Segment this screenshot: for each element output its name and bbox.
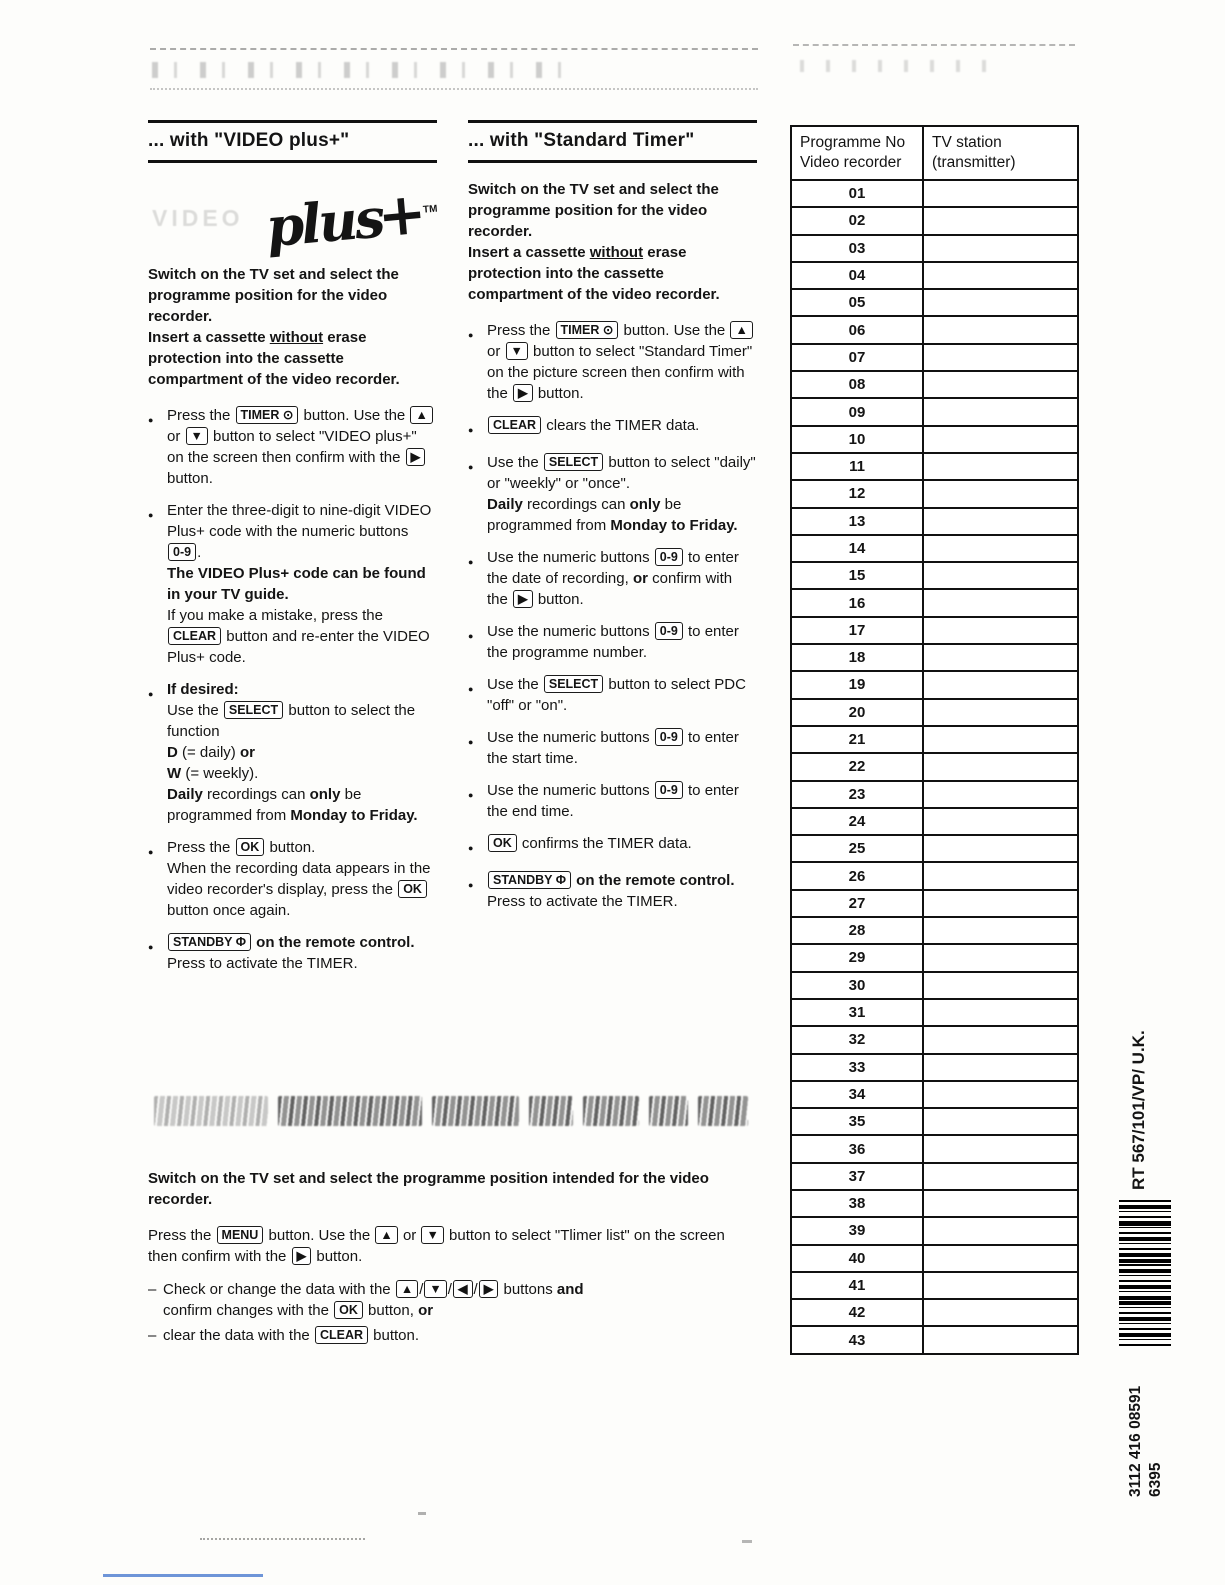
logo-plus-script [263,178,440,260]
programme-number-cell: 38 [791,1190,923,1217]
list-marker: – [148,1281,157,1298]
list-item-text: Press the TIMER ⊙ button. Use the ▲ or ▼ button to select "Standard Timer" on the picture screen then confirm with the ▶ button. [487,322,753,402]
programme-number-cell: 33 [791,1054,923,1081]
list-item-text: Use the numeric buttons 0-9 to enter the date of recording, or confirm with the ▶ button. [487,549,739,608]
programme-number-cell: 39 [791,1217,923,1244]
tv-station-cell [923,1190,1078,1217]
bold-text: only [629,496,661,513]
video-plus-intro [148,264,437,390]
timer-list-instructions: Press the MENU button. Use the ▲ or ▼ button to select "Tlimer list" on the screen then confirm with the ▶ button. [148,1227,725,1265]
list-item-text: Use the SELECT button to select PDC "off" or "on". [487,676,746,714]
keycap-button-label: TIMER ⊙ [236,406,299,424]
tv-station-cell [923,917,1078,944]
table-row [791,1299,1078,1326]
programme-number-cell: 28 [791,917,923,944]
table-row [791,1190,1078,1217]
programme-number-cell: 15 [791,562,923,589]
list-marker: ● [468,790,474,800]
tv-station-cell [923,1272,1078,1299]
list-marker: ● [468,330,474,340]
list-item-text: STANDBY Φ on the remote control. Press to activate the TIMER. [487,872,735,910]
programme-number-cell: 23 [791,781,923,808]
barcode [1119,1200,1171,1346]
table-row [791,753,1078,780]
keycap-button-label: ▼ [424,1280,446,1298]
list-marker: ● [468,684,474,694]
tv-station-cell [923,944,1078,971]
bold-text: erase protection into the cassette compartment of the video recorder. [148,329,400,388]
list-item-text: Use the SELECT button to select "daily" or "weekly" or "once". Daily recordings can only be programmed from Monday to Friday. [487,454,756,534]
tv-station-cell [923,617,1078,644]
standard-timer-steps [468,320,757,912]
table-row [791,1135,1078,1162]
programme-number-cell: 10 [791,426,923,453]
tv-station-cell [923,1217,1078,1244]
list-item-text: Use the numeric buttons 0-9 to enter the programme number. [487,623,739,661]
programme-number-cell: 32 [791,1026,923,1053]
tv-station-cell [923,398,1078,425]
bold-text: only [309,786,341,803]
tv-station-cell [923,1326,1078,1353]
keycap-button-label: ▶ [406,448,426,466]
underlined-text: without [589,244,644,261]
table-row [791,1081,1078,1108]
programme-table [790,125,1079,1355]
scan-artifact [200,1538,365,1540]
programme-number-cell: 11 [791,453,923,480]
programme-number-cell: 12 [791,480,923,507]
programme-no-header [791,126,923,180]
list-marker: ● [468,462,474,472]
list-marker: ● [468,557,474,567]
tv-station-cell [923,753,1078,780]
bold-text: or [632,570,648,587]
table-row [791,1217,1078,1244]
keycap-button-label: ▲ [410,406,432,424]
programme-table-body [791,180,1078,1354]
list-item [468,415,757,441]
standard-timer-heading [468,120,757,163]
keycap-button-label: CLEAR [315,1326,368,1344]
bold-text: Monday to Friday. [290,807,418,824]
table-row [791,862,1078,889]
tv-station-cell [923,1163,1078,1190]
list-item [468,833,757,859]
tv-station-cell [923,289,1078,316]
scan-artifact [742,1540,752,1543]
list-marker: ● [148,689,154,699]
programme-number-cell: 16 [791,589,923,616]
bold-text: W [167,765,182,782]
scan-artifact [150,88,758,90]
table-row [791,589,1078,616]
bold-text: Switch on the TV set and select the programme position for the video recorder. [468,181,719,240]
table-row [791,644,1078,671]
keycap-button-label: MENU [217,1226,264,1244]
keycap-button-label: ▼ [186,427,208,445]
tv-station-cell [923,589,1078,616]
list-item [468,727,757,769]
list-item [148,500,437,668]
scan-artifact [432,1096,519,1126]
keycap-button-label: SELECT [224,701,283,719]
table-row [791,453,1078,480]
keycap-button-label: 0-9 [655,622,683,640]
bold-text: Insert a cassette [148,329,270,346]
section-timer-list [148,1086,754,1350]
tv-station-cell [923,1245,1078,1272]
tv-station-cell [923,535,1078,562]
table-row [791,999,1078,1026]
list-item [468,621,757,663]
programme-number-cell: 21 [791,726,923,753]
list-item-text: clear the data with the CLEAR button. [163,1327,420,1344]
table-row [791,289,1078,316]
table-row [791,207,1078,234]
programme-no-header-line1: Programme No [800,134,906,151]
list-marker: ● [148,942,154,952]
programme-number-cell: 42 [791,1299,923,1326]
scan-artifact [800,60,1000,72]
table-row [791,180,1078,207]
tv-station-cell [923,808,1078,835]
keycap-button-label: CLEAR [168,627,221,645]
tv-station-cell [923,1108,1078,1135]
tv-station-cell [923,1054,1078,1081]
logo-trademark: TM [422,203,438,216]
video-plus-logo [148,169,438,260]
section-standard-timer [468,120,757,923]
programme-table-header-row [791,126,1078,180]
keycap-button-label: OK [488,834,517,852]
tv-station-cell [923,1135,1078,1162]
bold-text: Switch on the TV set and select the programme position intended for the video recorder. [148,1170,709,1208]
table-row [791,371,1078,398]
tv-station-cell [923,835,1078,862]
tv-station-cell [923,316,1078,343]
table-row [791,1245,1078,1272]
programme-no-header-line2: Video recorder [800,154,902,171]
list-marker: ● [468,425,474,435]
scan-artifact [418,1512,426,1515]
programme-number-cell: 41 [791,1272,923,1299]
tv-station-cell [923,262,1078,289]
tv-station-header-line1: TV station [932,134,1002,151]
keycap-button-label: 0-9 [655,728,683,746]
bold-text: Monday to Friday. [610,517,738,534]
tv-station-header [923,126,1078,180]
list-item [468,780,757,822]
bold-text: Switch on the TV set and select the programme position for the video recorder. [148,266,399,325]
table-row [791,1108,1078,1135]
programme-number-cell: 03 [791,235,923,262]
tv-station-cell [923,235,1078,262]
bold-text: or [418,1302,434,1319]
barcode-number-line1: 3112 416 08591 [1127,1385,1144,1497]
list-marker: ● [468,737,474,747]
table-row [791,1326,1078,1353]
list-marker: ● [148,847,154,857]
tv-station-cell [923,999,1078,1026]
table-row [791,262,1078,289]
list-item-text: CLEAR clears the TIMER data. [487,415,757,441]
list-item [468,452,757,536]
keycap-button-label: ▼ [421,1226,443,1244]
programme-number-cell: 37 [791,1163,923,1190]
scan-artifact [154,1096,268,1126]
programme-number-cell: 40 [791,1245,923,1272]
tv-station-cell [923,480,1078,507]
table-row [791,944,1078,971]
keycap-button-label: ▲ [375,1226,397,1244]
list-item [468,870,757,912]
programme-number-cell: 07 [791,344,923,371]
list-item-text: STANDBY Φ on the remote control. Press to activate the TIMER. [167,934,415,972]
list-marker: ● [148,510,154,520]
table-row [791,1026,1078,1053]
table-row [791,617,1078,644]
programme-number-cell: 02 [791,207,923,234]
programme-number-cell: 22 [791,753,923,780]
list-item [148,837,437,921]
keycap-button-label: 0-9 [168,543,196,561]
underlined-text: without [269,329,324,346]
video-plus-heading [148,120,437,163]
scan-artifact [150,48,758,50]
tv-station-cell [923,781,1078,808]
tv-station-cell [923,1081,1078,1108]
logo-word: plus [263,185,385,260]
programme-number-cell: 17 [791,617,923,644]
bold-text: or [239,744,255,761]
tv-station-cell [923,890,1078,917]
table-row [791,808,1078,835]
scan-artifact-blue-line [103,1574,263,1577]
list-item [148,405,437,489]
bold-text: If desired: [167,681,239,698]
table-row [791,671,1078,698]
table-row [791,917,1078,944]
table-row [791,235,1078,262]
keycap-button-label: OK [334,1301,363,1319]
bold-text: erase protection into the cassette compartment of the video recorder. [468,244,720,303]
bold-text: on the remote control. [572,872,735,889]
list-marker: ● [468,880,474,890]
programme-number-cell: 35 [791,1108,923,1135]
scan-artifact [152,62,582,78]
programme-number-cell: 06 [791,316,923,343]
programme-number-cell: 26 [791,862,923,889]
scan-artifact [278,1096,423,1126]
tv-station-cell [923,699,1078,726]
timer-list-options [148,1279,754,1346]
tv-station-cell [923,207,1078,234]
scan-artifact [698,1096,748,1126]
table-row [791,726,1078,753]
video-plus-steps [148,405,437,974]
standard-timer-intro [468,179,757,305]
bold-text: Insert a cassette [468,244,590,261]
list-item [468,320,757,404]
table-row [791,508,1078,535]
keycap-button-label: ▼ [506,342,528,360]
programme-number-cell: 31 [791,999,923,1026]
list-marker: ● [468,631,474,641]
tv-station-cell [923,644,1078,671]
scan-artifact [529,1096,573,1126]
list-item [148,1279,754,1321]
table-row [791,699,1078,726]
bold-text: Daily [487,496,523,513]
keycap-button-label: ▲ [396,1280,418,1298]
list-marker: ● [148,415,154,425]
keycap-button-label: 0-9 [655,548,683,566]
tv-station-cell [923,508,1078,535]
programme-number-cell: 08 [791,371,923,398]
programme-number-cell: 19 [791,671,923,698]
list-marker: – [148,1327,157,1344]
keycap-button-label: ▶ [513,384,533,402]
keycap-button-label: CLEAR [488,416,541,434]
list-item [148,679,437,826]
programme-number-cell: 34 [791,1081,923,1108]
programme-number-cell: 09 [791,398,923,425]
barcode-number-line2: 6395 [1147,1462,1164,1497]
programme-number-cell: 27 [791,890,923,917]
keycap-button-label: SELECT [544,453,603,471]
timer-list-intro [148,1168,754,1210]
table-row [791,1272,1078,1299]
scan-artifact [649,1096,688,1126]
logo-plus-sign: + [374,178,427,251]
programme-number-cell: 24 [791,808,923,835]
list-item [148,1325,754,1346]
list-item-text: Press the TIMER ⊙ button. Use the ▲ or ▼ button to select "VIDEO plus+" on the screen then confirm with the ▶ button. [167,405,437,489]
keycap-button-label: STANDBY Φ [168,933,251,951]
table-row [791,835,1078,862]
programme-number-cell: 13 [791,508,923,535]
programme-number-cell: 25 [791,835,923,862]
table-row [791,562,1078,589]
keycap-button-label: ▶ [292,1247,312,1265]
logo-faded-video-text: VIDEO [152,205,244,231]
tv-station-cell [923,426,1078,453]
table-row [791,316,1078,343]
bold-text: Daily [167,786,203,803]
keycap-button-label: TIMER ⊙ [556,321,619,339]
table-row [791,426,1078,453]
programme-number-cell: 43 [791,1326,923,1353]
table-row [791,535,1078,562]
bold-text: and [556,1281,584,1298]
list-marker: ● [468,843,474,853]
tv-station-cell [923,562,1078,589]
tv-station-cell [923,180,1078,207]
standard-timer-heading-text: ... with "Standard Timer" [468,130,695,151]
tv-station-cell [923,671,1078,698]
section-video-plus [148,120,437,985]
keycap-button-label: ▶ [479,1280,499,1298]
keycap-button-label: ▶ [513,590,533,608]
programme-number-cell: 01 [791,180,923,207]
table-row [791,1163,1078,1190]
keycap-button-label: OK [398,880,427,898]
programme-number-cell: 20 [791,699,923,726]
list-item-text: Enter the three-digit to nine-digit VIDEO Plus+ code with the numeric buttons 0-9 . The VIDEO Plus+ code can be found in your TV guide. If you make a mistake, press the CLEAR button and re-enter the VIDEO Plus+ code. [167,502,432,666]
tv-station-cell [923,1026,1078,1053]
programme-number-cell: 30 [791,972,923,999]
degraded-heading-artifact [148,1086,754,1136]
table-row [791,890,1078,917]
table-row [791,781,1078,808]
programme-number-cell: 14 [791,535,923,562]
table-row [791,972,1078,999]
bold-text: on the remote control. [252,934,415,951]
list-item [468,674,757,716]
tv-station-header-line2: (transmitter) [932,154,1016,171]
programme-number-cell: 05 [791,289,923,316]
keycap-button-label: SELECT [544,675,603,693]
keycap-button-label: ◀ [453,1280,473,1298]
tv-station-cell [923,453,1078,480]
model-number-label: RT 567/101/VP/ U.K. [1129,1030,1148,1190]
scan-artifact [793,44,1075,46]
table-row [791,480,1078,507]
keycap-button-label: STANDBY Φ [488,871,571,889]
list-item-text: Press the OK button. When the recording data appears in the video recorder's display, press the OK button once again. [167,839,431,919]
list-item [468,547,757,610]
tv-station-cell [923,344,1078,371]
bold-text: The VIDEO Plus+ code can be found in your TV guide. [167,565,426,603]
table-row [791,398,1078,425]
scan-artifact [583,1096,639,1126]
list-item-text: If desired: Use the SELECT button to select the function D (= daily) or W (= weekly). Daily recordings can only be programmed from Monday to Friday. [167,681,418,824]
list-item [148,932,437,974]
list-item-text: Check or change the data with the ▲ / ▼ / ◀ / ▶ buttons and confirm changes with the OK button, or [163,1281,584,1319]
list-item-text: Use the numeric buttons 0-9 to enter the start time. [487,729,739,767]
keycap-button-label: OK [236,838,265,856]
bold-text: D [167,744,178,761]
tv-station-cell [923,371,1078,398]
video-plus-heading-text: ... with "VIDEO plus+" [148,130,350,151]
list-item-text: OK confirms the TIMER data. [487,833,757,859]
keycap-button-label: 0-9 [655,781,683,799]
barcode-numbers [1126,1386,1166,1497]
list-item-text: Use the numeric buttons 0-9 to enter the end time. [487,782,739,820]
table-row [791,1054,1078,1081]
tv-station-cell [923,726,1078,753]
programme-number-cell: 18 [791,644,923,671]
programme-number-cell: 04 [791,262,923,289]
tv-station-cell [923,1299,1078,1326]
tv-station-cell [923,972,1078,999]
programme-number-cell: 36 [791,1135,923,1162]
keycap-button-label: ▲ [730,321,752,339]
table-row [791,344,1078,371]
programme-number-cell: 29 [791,944,923,971]
tv-station-cell [923,862,1078,889]
